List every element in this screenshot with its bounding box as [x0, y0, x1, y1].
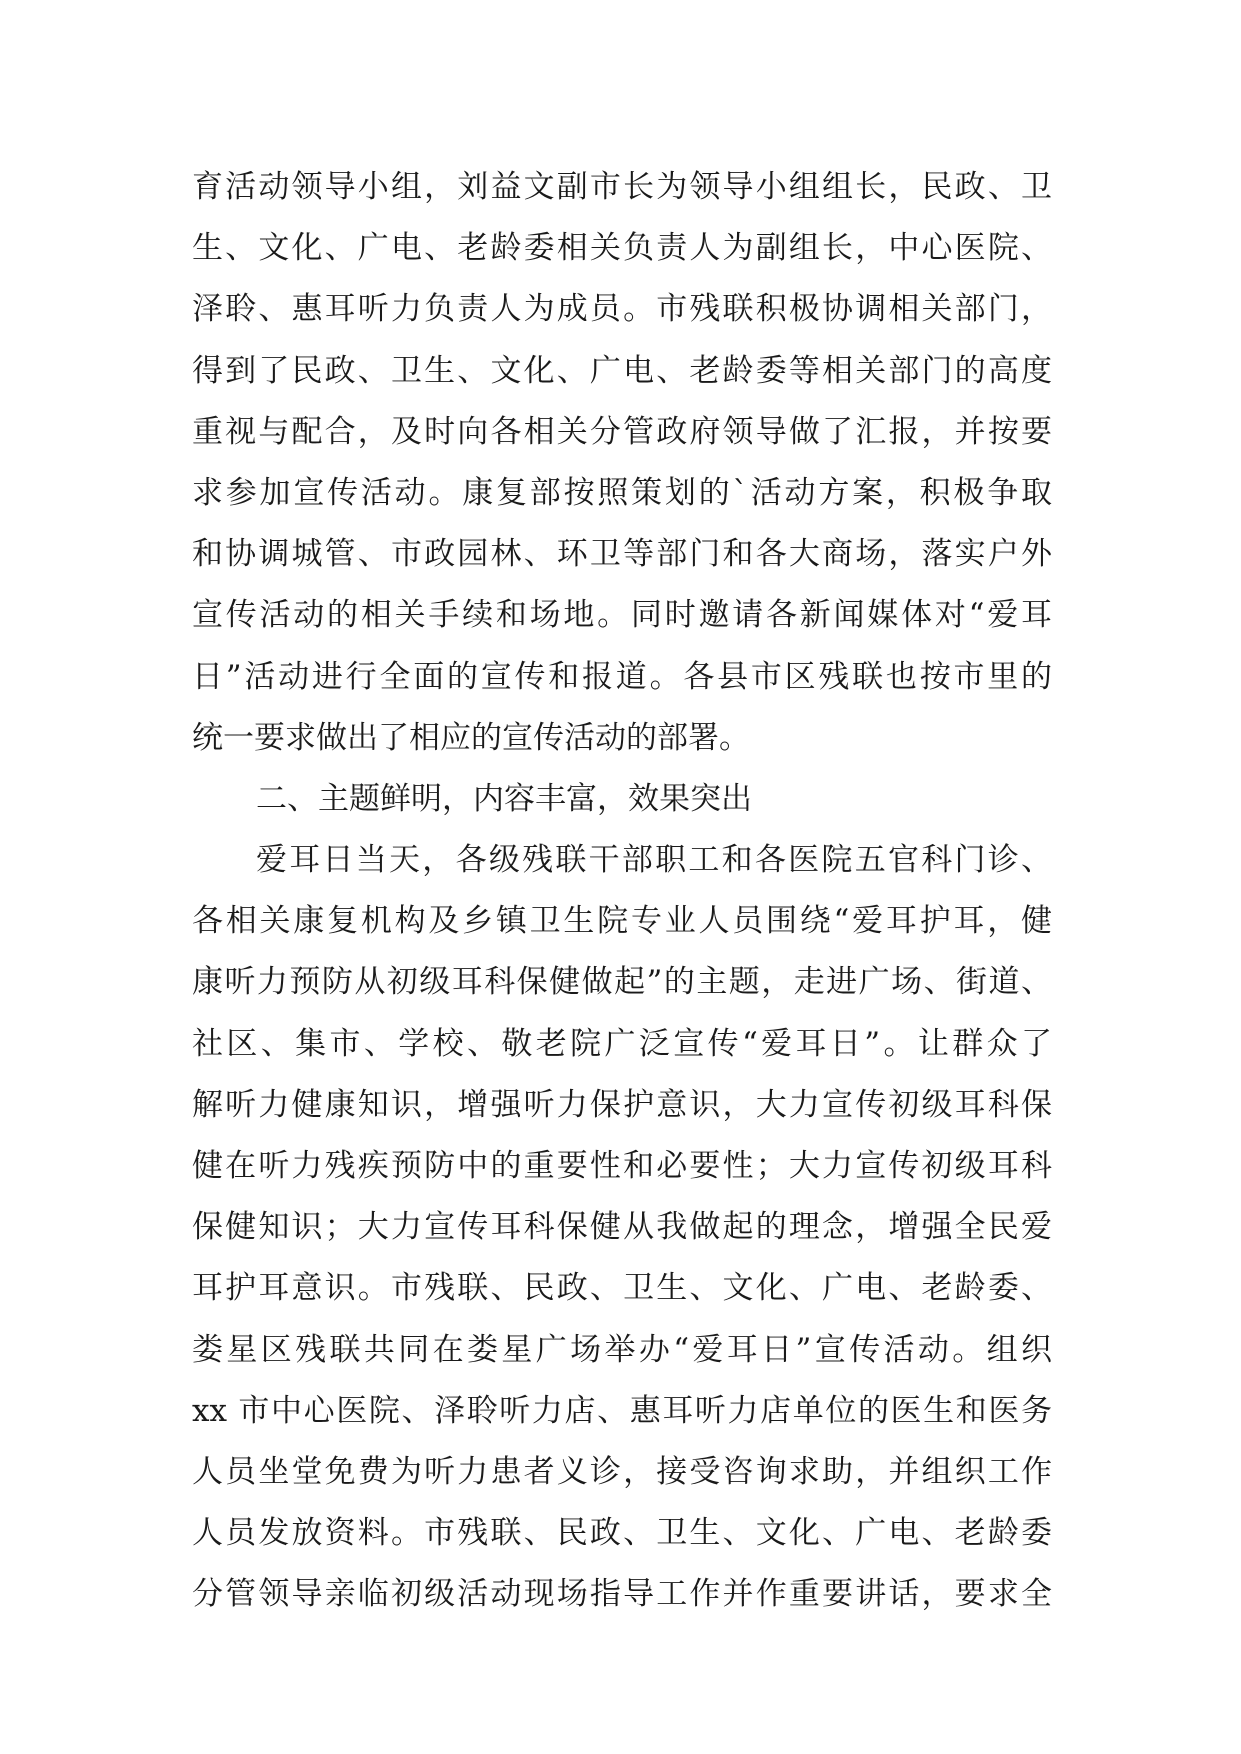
text-line: 人员发放资料。市残联、民政、卫生、文化、广电、老龄委 — [192, 1515, 1052, 1552]
text-line: 宣传活动的相关手续和场地。同时邀请各新闻媒体对“爱耳 — [192, 597, 1052, 634]
section-heading: 二、主题鲜明，内容丰富，效果突出 — [256, 780, 752, 817]
text-line: 人员坐堂免费为听力患者义诊，接受咨询求助，并组织工作 — [192, 1453, 1052, 1490]
text-line: 重视与配合，及时向各相关分管政府领导做了汇报，并按要 — [192, 413, 1052, 450]
text-line: 康听力预防从初级耳科保健做起”的主题，走进广场、街道、 — [192, 964, 1052, 1001]
text-line: 解听力健康知识，增强听力保护意识，大力宣传初级耳科保 — [192, 1086, 1052, 1123]
text-line: 保健知识；大力宣传耳科保健从我做起的理念，增强全民爱 — [192, 1209, 1052, 1246]
text-line: 娄星区残联共同在娄星广场举办“爱耳日”宣传活动。组织 — [192, 1331, 1052, 1368]
text-line: 各相关康复机构及乡镇卫生院专业人员围绕“爱耳护耳，健 — [192, 903, 1052, 940]
text-line: 求参加宣传活动。康复部按照策划的`活动方案，积极争取 — [192, 474, 1052, 511]
text-line: 和协调城管、市政园林、环卫等部门和各大商场，落实户外 — [192, 536, 1052, 573]
text-line: 得到了民政、卫生、文化、广电、老龄委等相关部门的高度 — [192, 352, 1052, 389]
text-line: 分管领导亲临初级活动现场指导工作并作重要讲话，要求全 — [192, 1576, 1052, 1613]
text-line: xx 市中心医院、泽聆听力店、惠耳听力店单位的医生和医务 — [192, 1392, 1052, 1429]
text-line: 泽聆、惠耳听力负责人为成员。市残联积极协调相关部门， — [192, 291, 1052, 328]
text-line: 生、文化、广电、老龄委相关负责人为副组长，中心医院、 — [192, 230, 1052, 267]
text-line: 日”活动进行全面的宣传和报道。各县市区残联也按市里的 — [192, 658, 1052, 695]
text-line: 健在听力残疾预防中的重要性和必要性；大力宣传初级耳科 — [192, 1148, 1052, 1184]
document-body — [192, 157, 1052, 1626]
text-line: 统一要求做出了相应的宣传活动的部署。 — [192, 719, 750, 756]
text-line: 育活动领导小组，刘益文副市长为领导小组组长，民政、卫 — [192, 169, 1052, 205]
text-line: 社区、集市、学校、敬老院广泛宣传“爱耳日”。让群众了 — [192, 1025, 1052, 1062]
text-line: 耳护耳意识。市残联、民政、卫生、文化、广电、老龄委、 — [192, 1270, 1052, 1307]
text-line: 爱耳日当天，各级残联干部职工和各医院五官科门诊、 — [256, 842, 1052, 879]
